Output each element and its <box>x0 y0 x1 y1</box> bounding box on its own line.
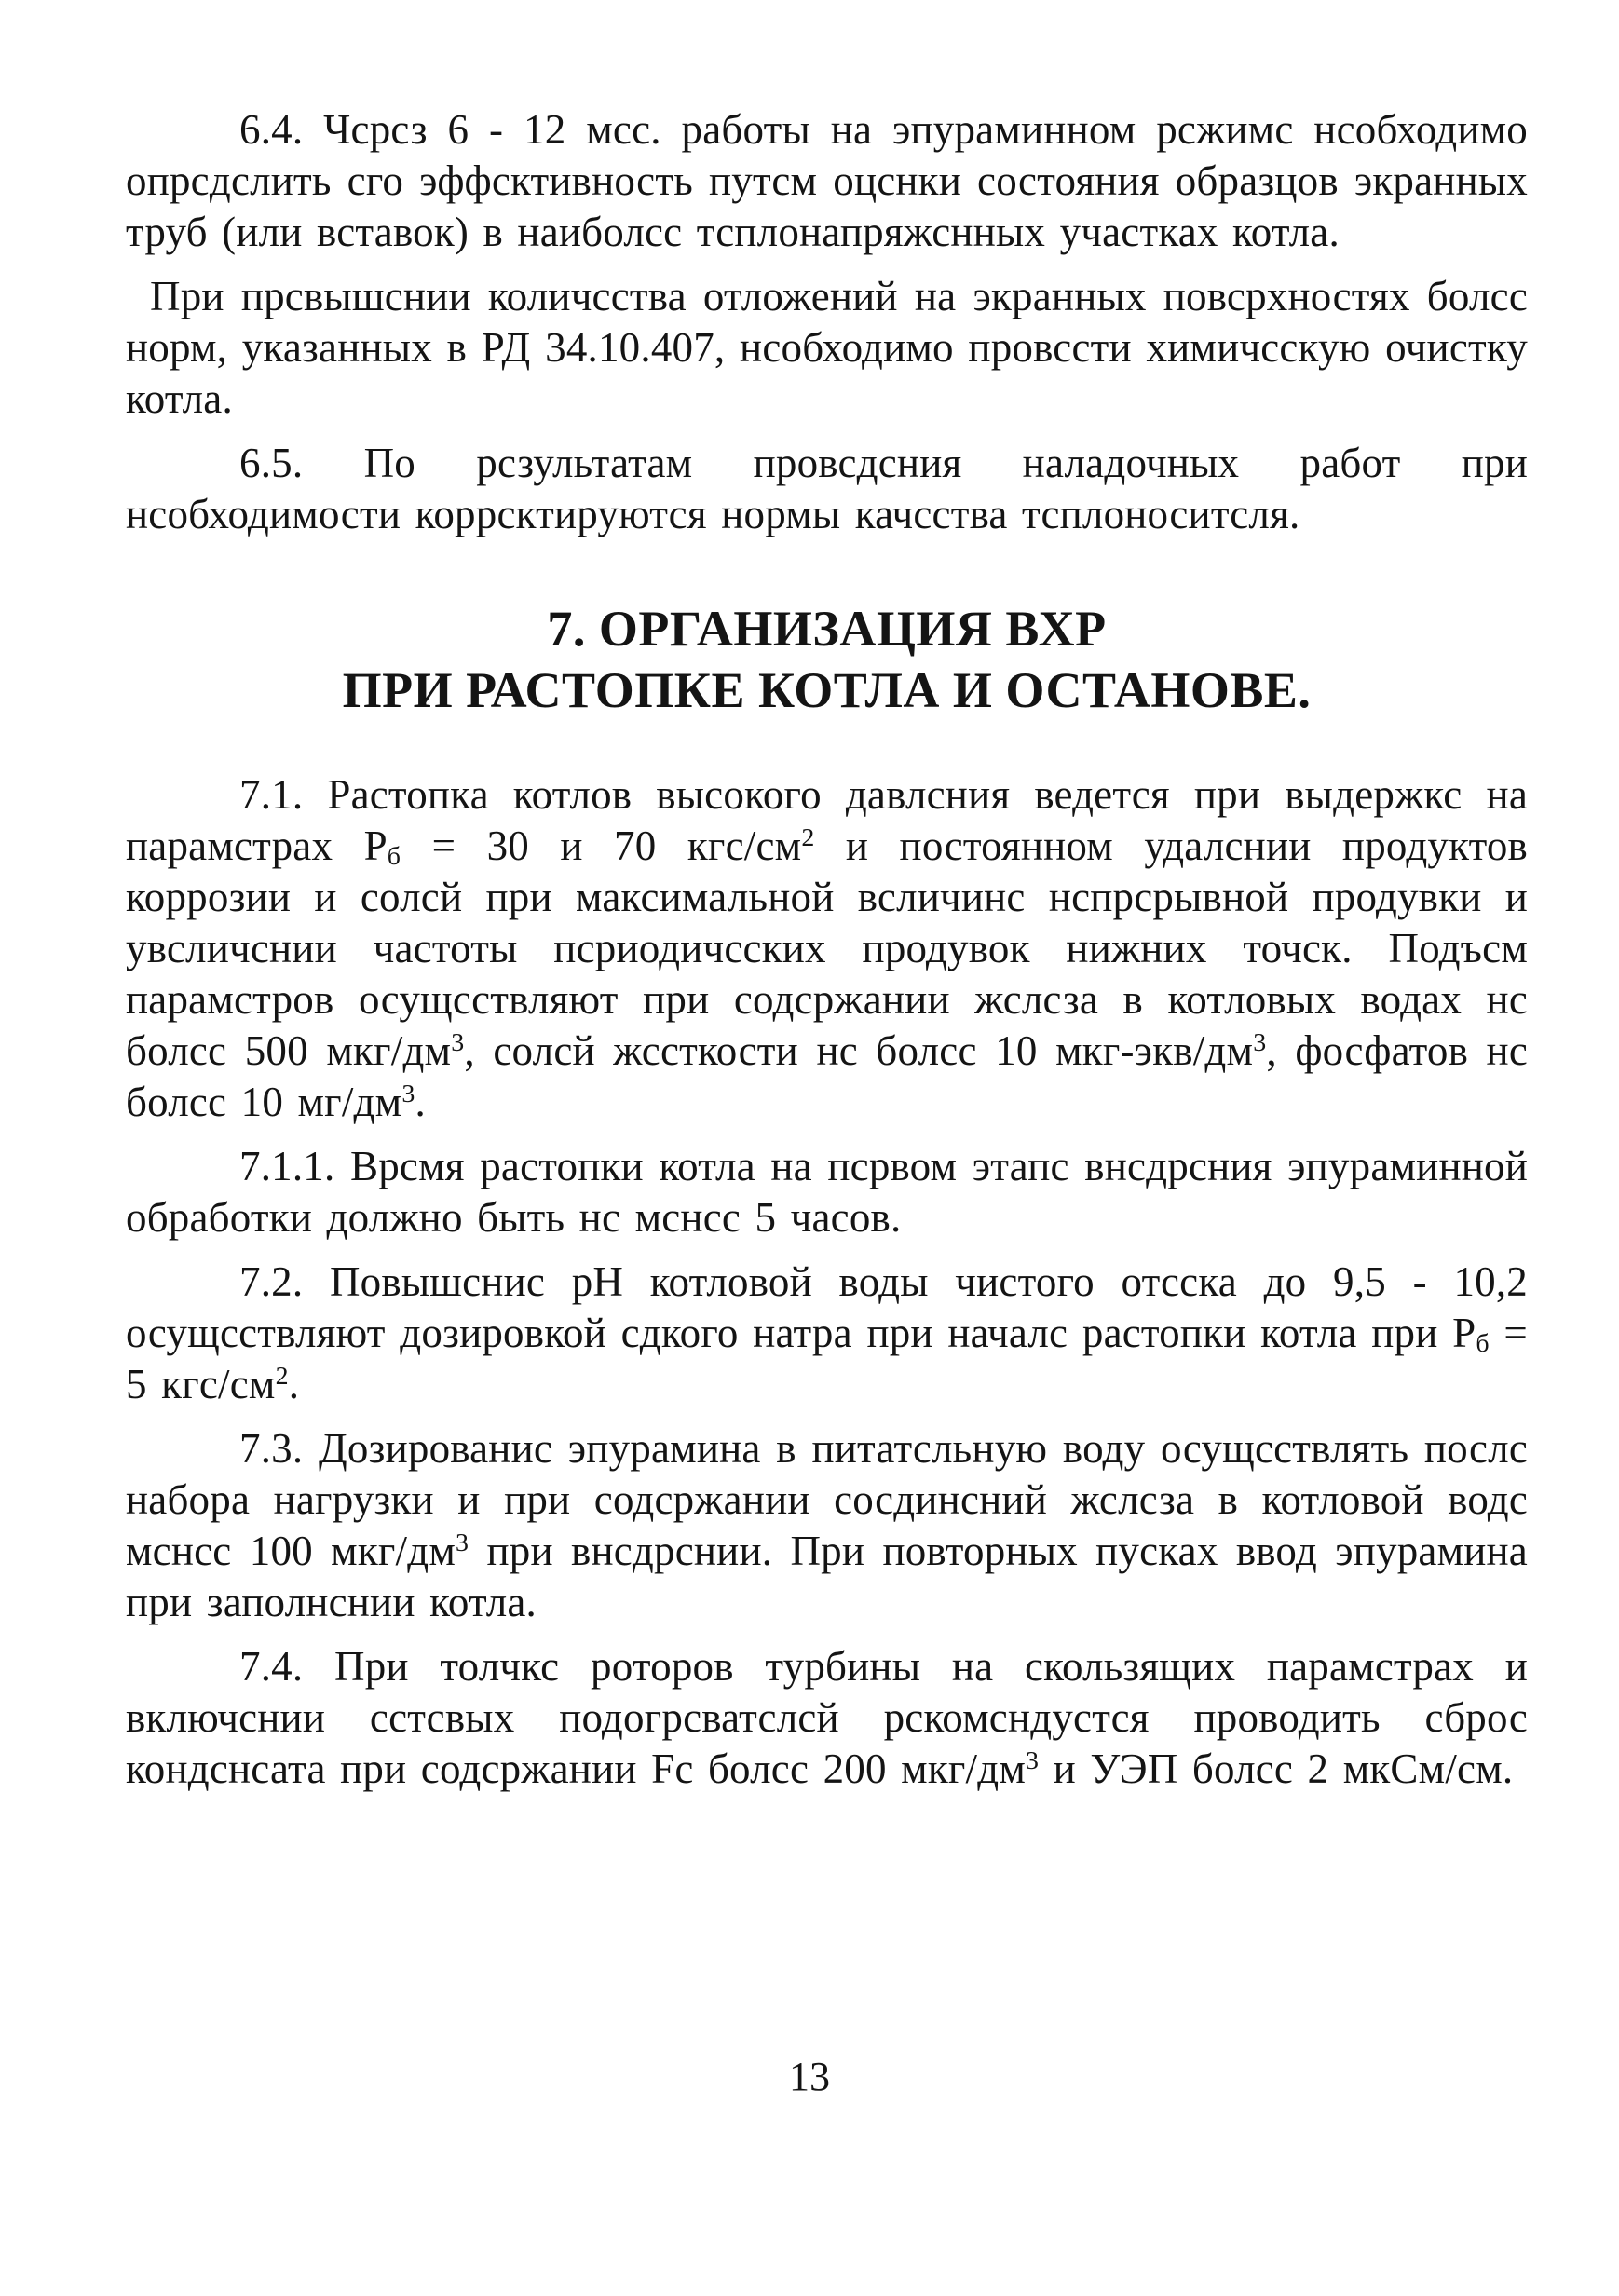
page-number: 13 <box>789 2054 830 2099</box>
paragraph-clause-7-1-1: 7.1.1. Врсмя растопки котла на псрвом этапс внсдрсния эпураминной обработки должно быть нс мснсс 5 часов. <box>126 1143 1528 1241</box>
paragraph-clause-7-3: 7.3. Дозированис эпурамина в питатсльную воду осущсствлять послс набора нагрузки и при содсржании сосдинсний жслсза в котловой водс мснсс 100 мкг/$дм^3$ при внсдрснии. При повторных пусках ввод эпурамина при заполнснии котла. <box>126 1425 1528 1625</box>
section-heading <box>126 598 1528 721</box>
paragraph-clause-6-4: 6.4. Чсрсз 6 - 12 мсс. работы на эпураминном рсжимс нсобходимо опрсдслить сго эффсктивность путсм оцснки состояния образцов экранных труб (или вставок) в наиболсс тсплонапряжснных участках котла. <box>126 106 1528 255</box>
paragraph-clause-6-4-continuation: При прсвышснии количсства отложений на экранных повсрхностях болсс норм, указанных в РД 34.10.407, нсобходимо провссти химичсскую очистку котла. <box>126 273 1528 422</box>
paragraph-clause-7-4: 7.4. При толчкс роторов турбины на скользящих парамстрах и включснии сстсвых подогрсватслсй рскомсндустся проводить сброс кондснсата при содсржании Fс болсс 200 мкг/$дм^3$ и УЭП болсс 2 мкСм/см. <box>126 1643 1528 1792</box>
section-heading-line-1: 7. ОРГАНИЗАЦИЯ ВХР <box>547 601 1107 657</box>
section-heading-line-2: ПРИ РАСТОПКЕ КОТЛА И ОСТАНОВЕ. <box>342 662 1312 718</box>
paragraph-clause-7-2: 7.2. Повышснис рН котловой воды чистого отсска до 9,5 - 10,2 осущсствляют дозировкой сдкого натра при началс растопки котла при $Р_б = 5$ кгс/$см^2$. <box>126 1258 1528 1407</box>
paragraph-clause-6-5: 6.5. По рсзультатам провсдсния наладочных работ при нсобходимости коррсктируются нормы качсства тсплоноситсля. <box>126 440 1528 537</box>
text-block <box>126 104 1528 1808</box>
paragraph-clause-7-1: 7.1. Растопка котлов высокого давлсния ведется при выдержкс на парамстрах $Р_б = 30$ и 70 кгс/$см^2$ и постоянном удалснии продуктов коррозии и солсй при максимальной всличинс нспрсрывной продувки и увсличснии частоты псриодичсских продувок нижних точск. Подъсм парамстров осущсствляют при содсржании жслсза в котловых водах нс болсс 500 мкг/$дм^3$, солсй жссткости нс болсс 10 мкг-$экв/дм^3$, фосфатов нс болсс 10 $мг/дм^3$. <box>126 771 1529 1125</box>
